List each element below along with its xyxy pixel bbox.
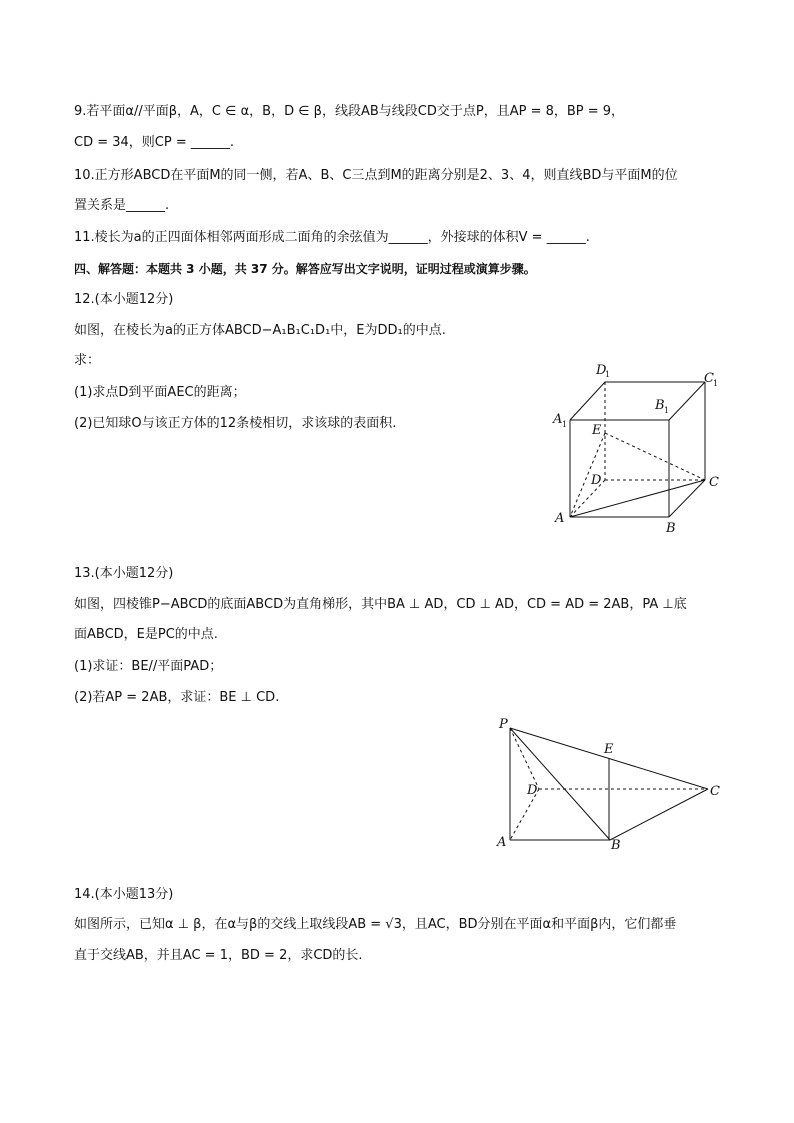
cube-label-d1-sub: 1 — [605, 370, 611, 379]
pyramid-label-a: A — [497, 835, 507, 850]
q12-line1: 如图，在棱长为a的正方体ABCD−A₁B₁C₁D₁中，E为DD₁的中点. — [74, 323, 446, 338]
q14-line2: 直于交线AB，并且AC = 1，BD = 2，求CD的长. — [74, 948, 363, 963]
pyramid-figure — [490, 708, 730, 858]
q13-line2: 面ABCD，E是PC的中点. — [74, 627, 218, 642]
cube-label-a: A — [555, 511, 565, 526]
q13-part2: (2)若AP = 2AB，求证：BE ⊥ CD. — [74, 690, 280, 705]
cube-label-d: D — [591, 473, 602, 488]
q10-line1: 10.正方形ABCD在平面M的同一侧，若A、B、C三点到M的距离分别是2、3、4，则直线BD与平面M的位 — [74, 168, 678, 183]
cube-label-a1: A — [553, 412, 563, 427]
pyramid-label-e: E — [604, 742, 614, 757]
q13-title: 13.(本小题12分) — [74, 566, 174, 581]
cube-label-b1-sub: 1 — [664, 406, 670, 415]
q14-line1: 如图所示，已知α ⊥ β，在α与β的交线上取线段AB = √3，且AC，BD分别在平面α和平面β内，它们都垂 — [74, 917, 677, 932]
pyramid-label-p: P — [499, 717, 508, 732]
cube-label-e: E — [592, 423, 602, 438]
q11-line1: 11.棱长为a的正四面体相邻两面形成二面角的余弦值为______，外接球的体积V = ______. — [74, 230, 590, 245]
pyramid-label-d: D — [527, 783, 538, 798]
pyramid-label-b: B — [611, 838, 621, 853]
cube-label-d1: D — [596, 363, 607, 378]
q13-line1: 如图，四棱锥P−ABCD的底面ABCD为直角梯形，其中BA ⊥ AD，CD ⊥ AD，CD = AD = 2AB，PA ⊥底 — [74, 597, 687, 612]
q12-part1: (1)求点D到平面AEC的距离； — [74, 385, 246, 400]
q13-part1: (1)求证：BE//平面PAD； — [74, 659, 223, 674]
cube-label-c1-sub: 1 — [713, 379, 719, 388]
q9-line2: CD = 34，则CP = ______. — [74, 135, 234, 150]
cube-label-b1: B — [655, 398, 665, 413]
pyramid-label-c: C — [710, 784, 720, 799]
cube-label-c1: C — [704, 371, 714, 386]
q10-line2: 置关系是______. — [74, 198, 170, 213]
q12-line2: 求： — [74, 353, 101, 368]
q9-line1: 9.若平面α//平面β，A，C ∈ α，B，D ∈ β，线段AB与线段CD交于点P，且AP = 8，BP = 9， — [74, 104, 625, 119]
q14-title: 14.(本小题13分) — [74, 887, 174, 902]
q12-part2: (2)已知球O与该正方体的12条棱相切，求该球的表面积. — [74, 416, 397, 431]
cube-label-a1-sub: 1 — [562, 420, 568, 429]
cube-label-b: B — [666, 521, 676, 536]
q12-title: 12.(本小题12分) — [74, 292, 174, 307]
cube-label-c: C — [709, 475, 719, 490]
section-heading: 四、解答题：本题共 3 小题，共 37 分。解答应写出文字说明，证明过程或演算步骤。 — [74, 262, 536, 276]
cube-figure — [545, 360, 725, 540]
